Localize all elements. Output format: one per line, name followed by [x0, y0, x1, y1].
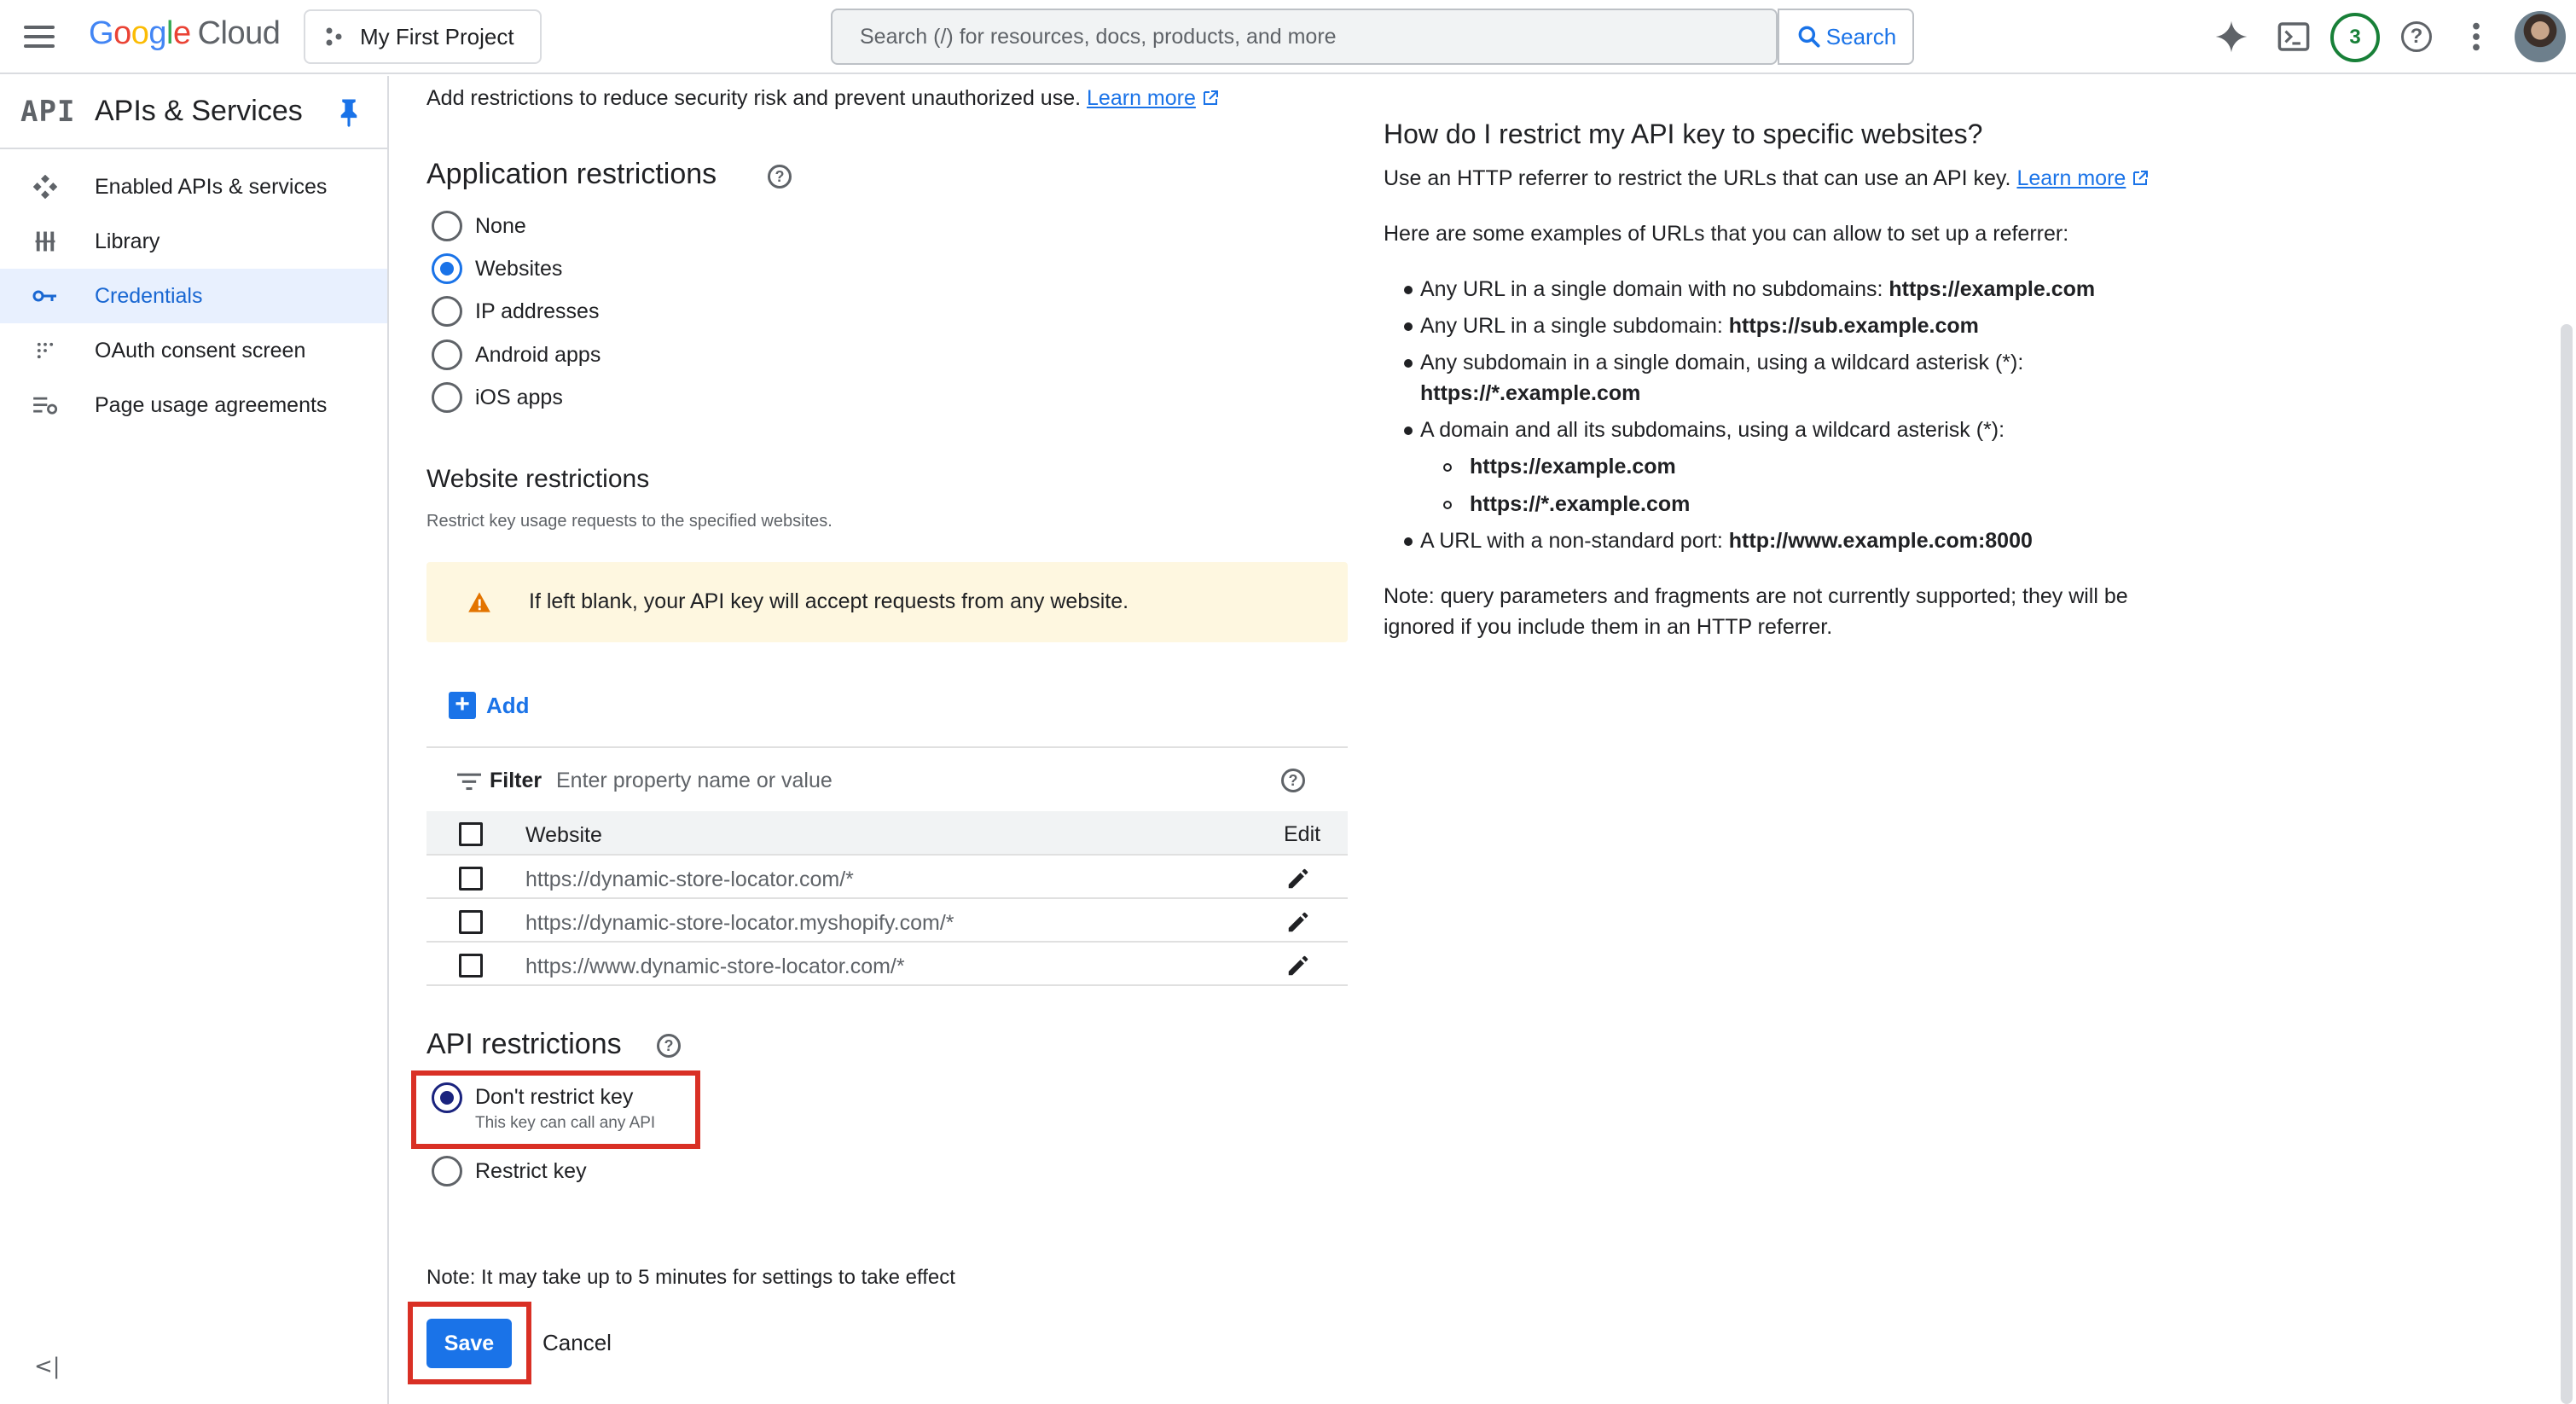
website-table — [426, 811, 1348, 986]
help-circle-icon[interactable]: ? — [657, 1034, 681, 1058]
bullet-dot — [1404, 359, 1413, 368]
radio-restrict-key[interactable] — [432, 1156, 462, 1186]
row-checkbox[interactable] — [459, 910, 483, 934]
sidebar-item-library[interactable] — [0, 214, 387, 269]
bullet-dot — [1404, 426, 1413, 435]
pin-icon[interactable] — [338, 98, 360, 131]
bullet-text: Any URL in a single subdomain: — [1420, 314, 1729, 338]
sub-bullet-url: https://*.example.com — [1470, 492, 1691, 516]
help-question: How do I restrict my API key to specific websites? — [1384, 119, 1983, 149]
sidebar-item-credentials[interactable] — [0, 269, 387, 323]
search-button[interactable] — [1778, 9, 1914, 65]
help-bullet-2 — [1420, 310, 1979, 341]
cancel-button[interactable]: Cancel — [542, 1330, 612, 1355]
external-link-icon — [2132, 170, 2149, 187]
project-name: My First Project — [360, 23, 514, 49]
logo-product: Cloud — [197, 15, 281, 51]
search-button-label: Search — [1825, 23, 1897, 49]
sidebar-item-oauth-consent[interactable] — [0, 323, 387, 378]
warning-text: If left blank, your API key will accept requests from any website. — [529, 589, 1129, 613]
intro-text — [426, 86, 1219, 111]
bullet-text: A URL with a non-standard port: — [1420, 529, 1729, 553]
table-row — [426, 899, 1348, 943]
edit-pencil-icon[interactable] — [1285, 953, 1312, 978]
edit-pencil-icon[interactable] — [1285, 909, 1312, 935]
bullet-example-url: http://www.example.com:8000 — [1728, 529, 2033, 553]
add-website-button[interactable] — [449, 692, 530, 719]
search-bar — [831, 9, 1897, 65]
top-bar — [0, 0, 2576, 74]
api-logo-icon: API — [20, 95, 76, 129]
application-restrictions-title: Application restrictions — [426, 158, 717, 190]
sub-bullet-url: https://example.com — [1470, 455, 1676, 479]
propagation-note: Note: It may take up to 5 minutes for settings to take effect — [426, 1266, 955, 1289]
radio-websites[interactable] — [432, 253, 462, 284]
select-all-checkbox[interactable] — [459, 822, 483, 846]
radio-label-android-apps: Android apps — [475, 343, 601, 367]
website-restrictions-title: Website restrictions — [426, 465, 650, 493]
column-header-edit: Edit — [1284, 822, 1321, 846]
main-content — [391, 76, 1346, 1404]
website-url: https://dynamic-store-locator.myshopify.com/* — [525, 911, 954, 935]
help-intro — [1384, 163, 2149, 194]
consent-icon — [32, 339, 58, 363]
project-picker-button[interactable] — [304, 9, 542, 64]
collapse-sidebar-icon[interactable]: <| — [34, 1354, 61, 1379]
website-restrictions-description: Restrict key usage requests to the specified websites. — [426, 512, 833, 531]
row-checkbox[interactable] — [459, 867, 483, 891]
account-avatar[interactable] — [2515, 11, 2566, 62]
radio-sublabel-dont-restrict-key: This key can call any API — [475, 1114, 656, 1132]
main-menu-icon[interactable] — [22, 22, 56, 51]
sidebar-item-label: Page usage agreements — [95, 393, 328, 417]
warning-icon — [467, 591, 491, 613]
help-note-line-2: ignored if you include them in an HTTP referrer. — [1384, 615, 1833, 639]
bullet-dot — [1404, 322, 1413, 331]
cloud-shell-terminal-icon[interactable] — [2274, 17, 2313, 56]
help-icon[interactable]: ? — [2397, 17, 2436, 56]
learn-more-link[interactable]: Learn more — [1087, 86, 1196, 110]
sidebar-item-label: Library — [95, 229, 160, 253]
filter-bar — [426, 746, 1348, 811]
help-sub-bullet-2 — [1470, 489, 1690, 519]
column-header-website[interactable]: Website — [525, 823, 602, 847]
sidebar-item-label: OAuth consent screen — [95, 339, 306, 363]
sub-bullet-dot — [1443, 501, 1452, 509]
radio-label-ios-apps: iOS apps — [475, 386, 563, 409]
radio-label-websites: Websites — [475, 257, 563, 281]
warning-banner — [426, 562, 1348, 642]
external-link-icon — [1202, 90, 1219, 107]
website-url: https://dynamic-store-locator.com/* — [525, 867, 854, 891]
help-learn-more-link[interactable]: Learn more — [2016, 166, 2126, 190]
key-icon — [32, 284, 58, 308]
sidebar-header — [0, 76, 387, 149]
settings-list-icon — [32, 393, 58, 417]
help-note-line-1: Note: query parameters and fragments are not currently supported; they will be — [1384, 584, 2128, 608]
page-scrollbar[interactable] — [2561, 324, 2573, 1404]
table-header-row — [426, 811, 1348, 856]
add-label: Add — [486, 692, 530, 718]
sidebar-item-enabled-apis[interactable] — [0, 160, 387, 214]
gemini-sparkle-icon[interactable] — [2212, 17, 2251, 56]
bullet-dot — [1404, 537, 1413, 546]
bullet-example-url: https://sub.example.com — [1728, 314, 1979, 338]
radio-dont-restrict-key[interactable] — [432, 1082, 462, 1113]
bullet-text: A domain and all its subdomains, using a wildcard asterisk (*): — [1420, 418, 2005, 442]
sidebar-title[interactable]: APIs & Services — [95, 95, 303, 127]
help-panel — [1384, 76, 2185, 929]
sidebar-item-label: Enabled APIs & services — [95, 175, 328, 199]
filter-icon — [457, 772, 481, 791]
search-input[interactable] — [833, 10, 1778, 63]
add-icon: + — [449, 692, 476, 719]
bullet-example-url: https://*.example.com — [1420, 381, 1641, 405]
help-bullet-1 — [1420, 274, 2095, 305]
bullet-text: Any URL in a single domain with no subdomains: — [1420, 277, 1889, 301]
help-bullet-5 — [1420, 525, 2033, 556]
table-row — [426, 856, 1348, 899]
sidebar — [0, 76, 389, 1404]
sidebar-item-label: Credentials — [95, 284, 203, 308]
radio-ip-addresses[interactable] — [432, 296, 462, 327]
help-bullet-3-url — [1420, 378, 1640, 409]
edit-pencil-icon[interactable] — [1285, 866, 1312, 891]
radio-none[interactable] — [432, 211, 462, 241]
sidebar-item-page-usage[interactable] — [0, 378, 387, 432]
help-circle-icon[interactable]: ? — [768, 165, 792, 189]
bullet-text: Any subdomain in a single domain, using a wildcard asterisk (*): — [1420, 351, 2024, 374]
radio-label-ip-addresses: IP addresses — [475, 299, 600, 323]
radio-ios-apps[interactable] — [432, 382, 462, 413]
hub-icon — [32, 175, 58, 199]
filter-label: Filter — [490, 769, 542, 792]
radio-label-restrict-key: Restrict key — [475, 1159, 587, 1183]
api-restrictions-title: API restrictions — [426, 1028, 622, 1060]
column-help-icon[interactable]: ? — [1281, 769, 1305, 792]
google-cloud-logo[interactable]: Google Cloud — [89, 15, 281, 51]
bullet-example-url: https://example.com — [1888, 277, 2096, 301]
help-bullet-4 — [1420, 415, 2005, 445]
notifications-badge[interactable]: 3 — [2330, 13, 2380, 62]
website-url: https://www.dynamic-store-locator.com/* — [525, 954, 905, 978]
row-checkbox[interactable] — [459, 954, 483, 978]
help-bullet-3 — [1420, 347, 2023, 378]
help-examples-intro: Here are some examples of URLs that you can allow to set up a referrer: — [1384, 222, 2069, 246]
radio-label-dont-restrict-key: Don't restrict key — [475, 1085, 634, 1109]
project-icon — [324, 26, 345, 47]
filter-input[interactable] — [556, 762, 1153, 799]
radio-android-apps[interactable] — [432, 339, 462, 370]
table-row — [426, 943, 1348, 986]
help-sub-bullet-1 — [1470, 451, 1676, 482]
library-icon — [32, 229, 58, 253]
search-icon — [1796, 23, 1823, 50]
save-button[interactable]: Save — [426, 1319, 512, 1368]
bullet-dot — [1404, 286, 1413, 294]
help-intro-text: Use an HTTP referrer to restrict the URLs that can use an API key. — [1384, 166, 2011, 190]
intro-text-body: Add restrictions to reduce security risk and prevent unauthorized use. — [426, 86, 1082, 110]
radio-label-none: None — [475, 214, 526, 238]
more-options-icon[interactable] — [2457, 17, 2496, 56]
sub-bullet-dot — [1443, 463, 1452, 472]
